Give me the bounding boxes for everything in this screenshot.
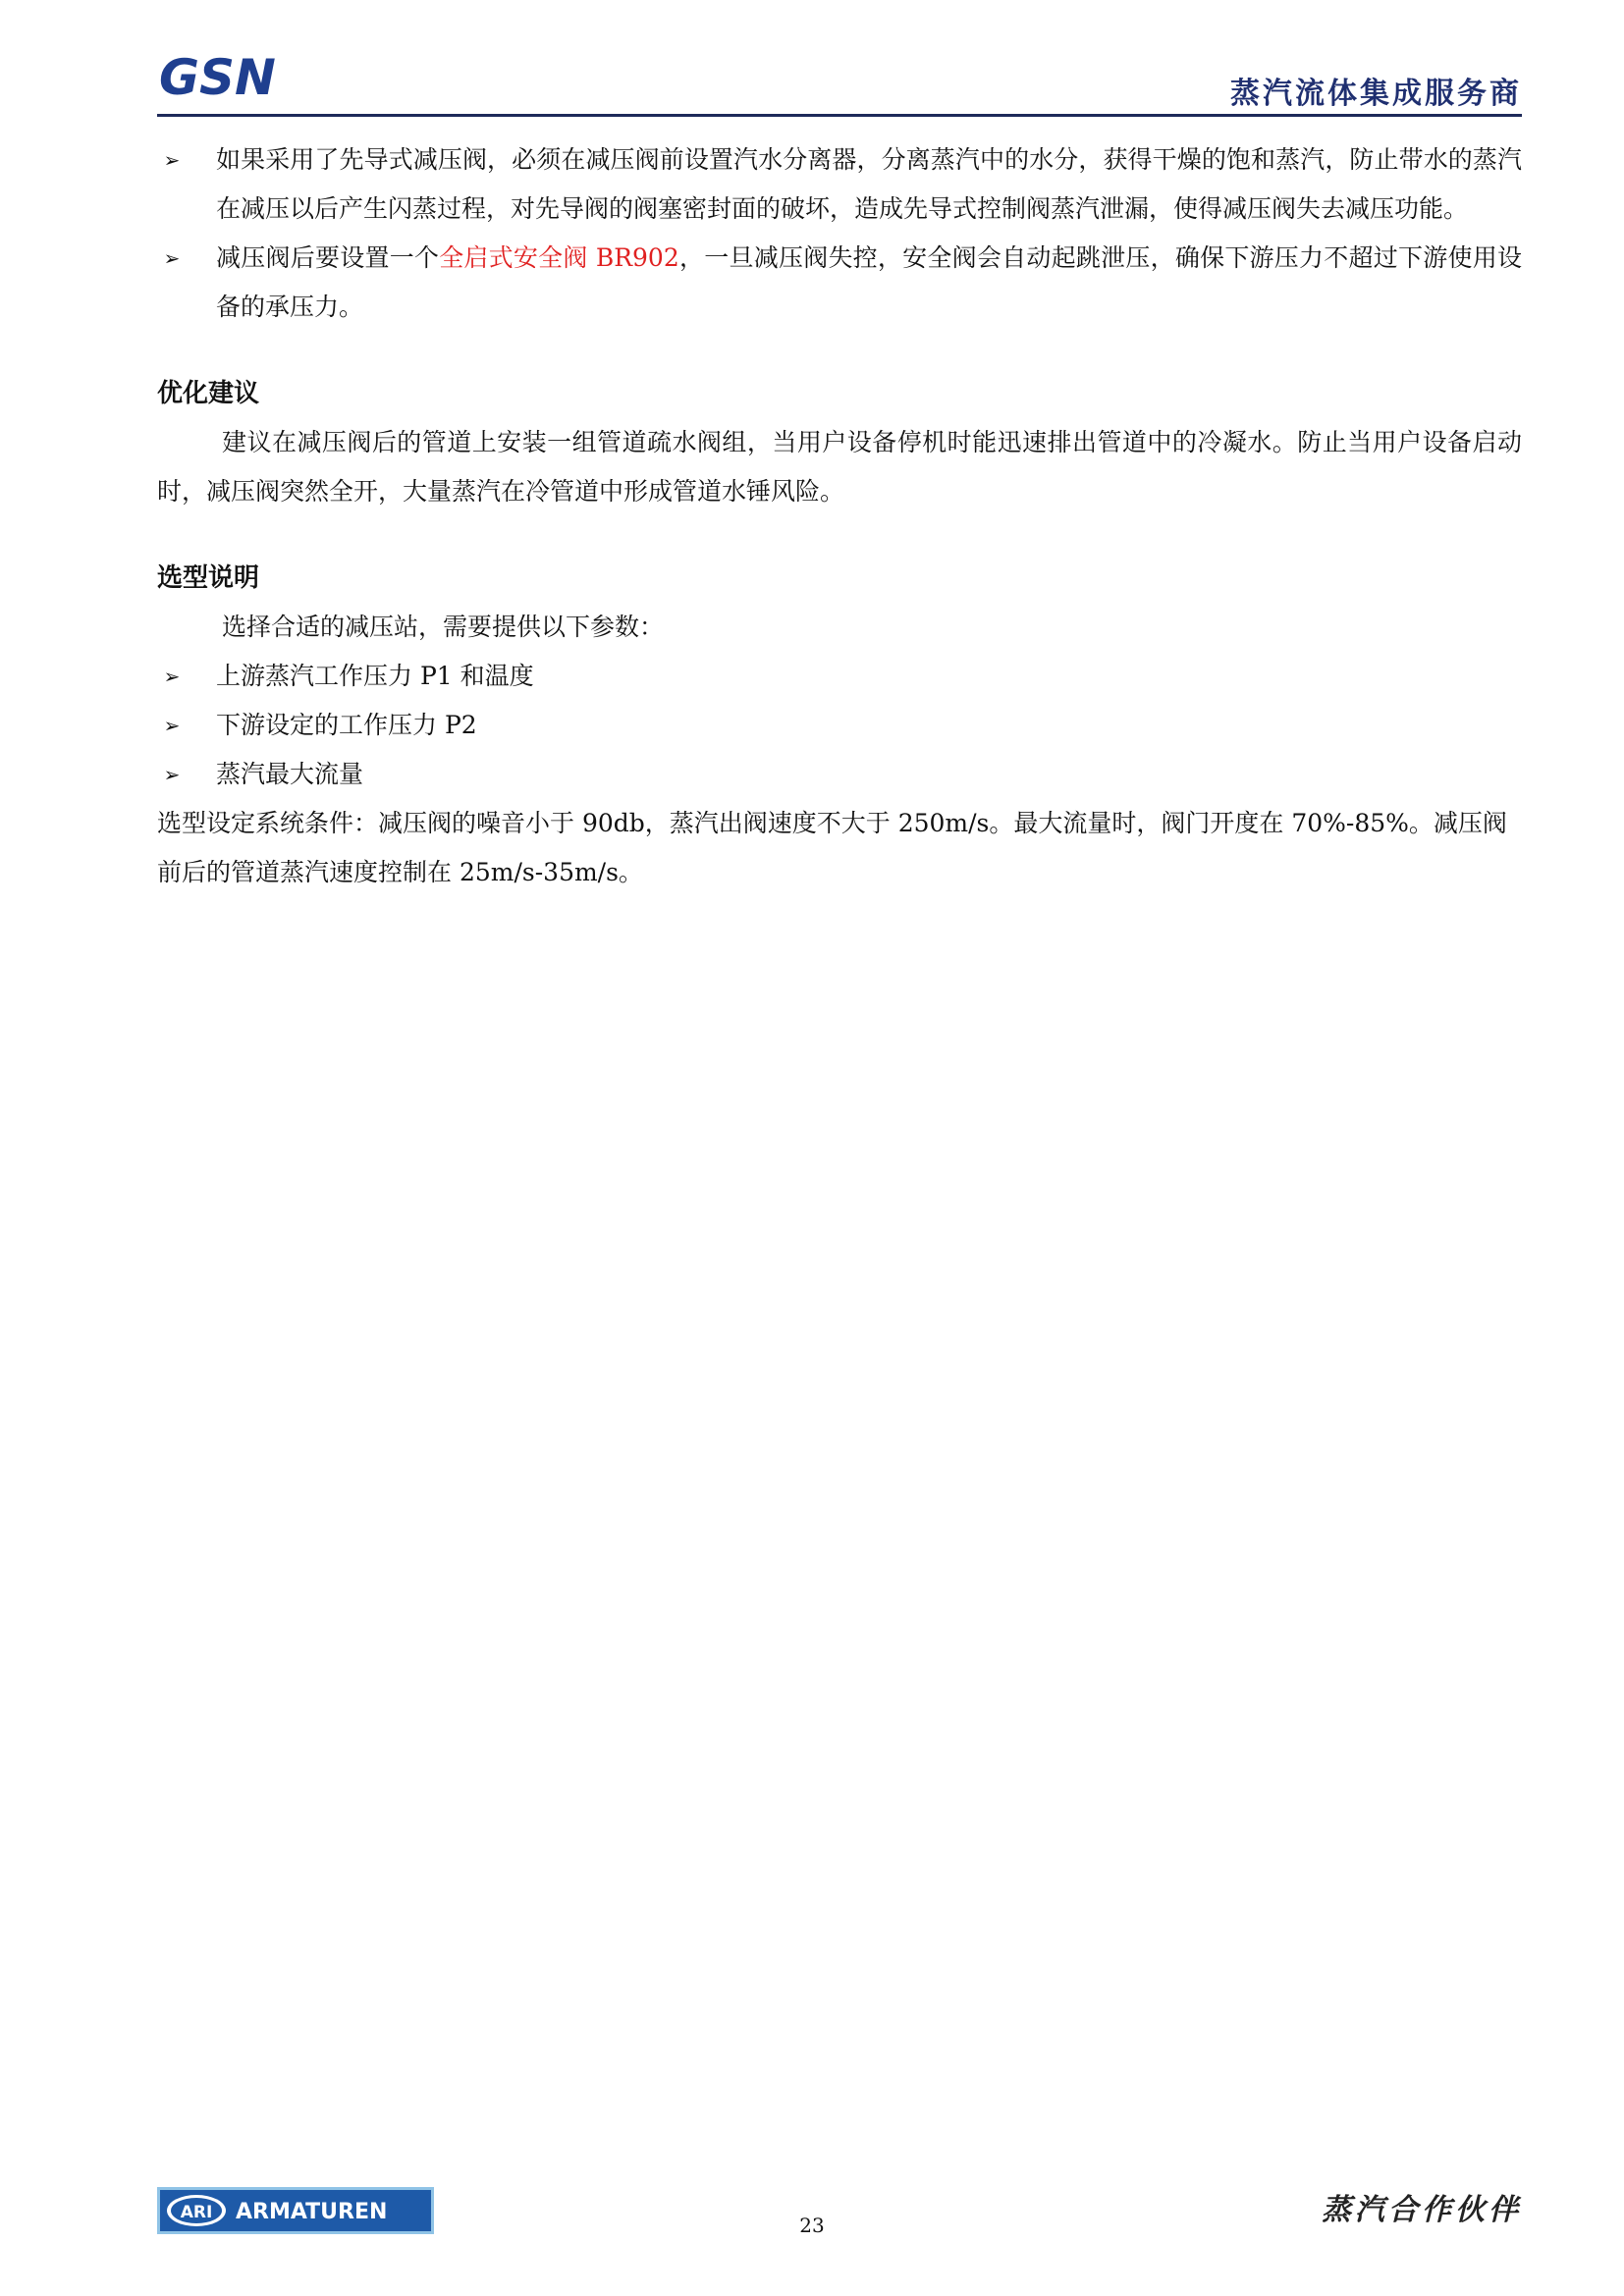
gsn-logo (157, 47, 285, 102)
page-number: 23 (799, 2214, 825, 2237)
list-item (157, 652, 1522, 701)
page-content (157, 135, 1522, 897)
bullet-text-before: 减压阀后要设置一个 (216, 243, 440, 272)
optimization-paragraph: 建议在减压阀后的管道上安装一组管道疏水阀组，当用户设备停机时能迅速排出管道中的冷凝水。防止当用户设备启动时，减压阀突然全开，大量蒸汽在冷管道中形成管道水锤风险。 (157, 428, 1522, 506)
safety-valve-highlight: 全启式安全阀 BR902 (439, 243, 679, 272)
arrow-bullet-icon: ➢ (163, 714, 181, 737)
svg-text:ARMATUREN: ARMATUREN (236, 2200, 388, 2224)
bullet-text: 下游设定的工作压力 P2 (216, 711, 477, 739)
bullet-text: 如果采用了先导式减压阀，必须在减压阀前设置汽水分离器，分离蒸汽中的水分，获得干燥的饱和蒸汽，防止带水的蒸汽在减压以后产生闪蒸过程，对先导阀的阀塞密封面的破坏，造成先导式控制阀蒸汽泄漏，使得减压阀失去减压功能。 (216, 145, 1522, 223)
section-title-selection: 选型说明 (157, 563, 260, 593)
bullet-text-after: ，一旦减压阀失控，安全阀会自动起跳泄压，确保下游压力不超过下游使用设备的承压力。 (216, 243, 1522, 321)
arrow-bullet-icon: ➢ (163, 148, 181, 172)
list-item (157, 750, 1522, 799)
bullet-text: 蒸汽最大流量 (216, 760, 364, 788)
header-slogan: 蒸汽流体集成服务商 (1230, 77, 1522, 111)
footer-slogan: 蒸汽合作伙伴 (1322, 2193, 1522, 2227)
list-item (157, 234, 1522, 332)
arrow-bullet-icon: ➢ (163, 246, 181, 270)
selection-conditions: 选型设定系统条件：减压阀的噪音小于 90db，蒸汽出阀速度不大于 250m/s。最大流量时，阀门开度在 70%-85%。减压阀前后的管道蒸汽速度控制在 25m/s-35m/s。 (157, 809, 1507, 886)
page-header (157, 47, 1522, 118)
arrow-bullet-icon: ➢ (163, 763, 181, 786)
svg-text:GSN: GSN (159, 49, 276, 102)
list-item (157, 135, 1522, 234)
selection-intro: 选择合适的减压站，需要提供以下参数： (222, 613, 665, 641)
header-divider (157, 114, 1522, 117)
arrow-bullet-icon: ➢ (163, 665, 181, 688)
bullet-text: 上游蒸汽工作压力 P1 和温度 (216, 662, 534, 690)
svg-text:ARI: ARI (180, 2203, 213, 2222)
list-item (157, 701, 1522, 750)
section-title-optimization: 优化建议 (157, 379, 260, 408)
